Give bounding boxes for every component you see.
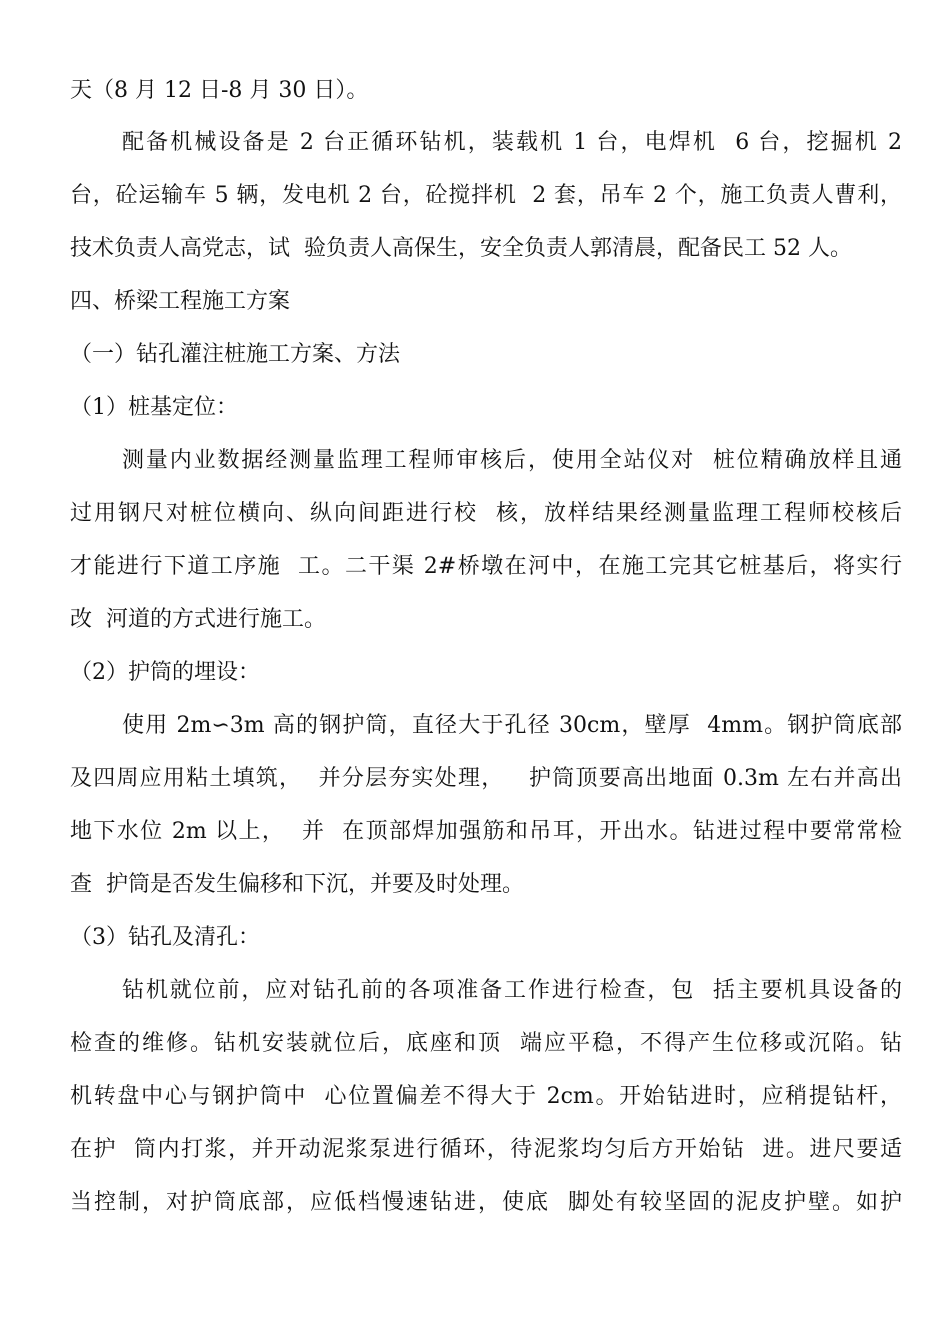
text-line: 才能进行下道工序施 工。二干渠 2#桥墩在河中，在施工完其它桩基后，将实行 <box>70 554 902 579</box>
subsection-heading: （一）钻孔灌注桩施工方案、方法 <box>70 342 401 367</box>
item-heading: （1）桩基定位： <box>70 395 238 420</box>
text-line: 及四周应用粘土填筑， 并分层夯实处理， 护筒顶要高出地面 0.3m 左右并高出 <box>70 766 902 791</box>
text-line: 技术负责人高党志，试 验负责人高保生，安全负责人郭清晨，配备民工 52 人。 <box>70 236 852 261</box>
text-line: 改 河道的方式进行施工。 <box>70 607 326 632</box>
text-line: 天（8 月 12 日-8 月 30 日）。 <box>70 78 369 103</box>
paragraph-first-line: 使用 2m∽3m 高的钢护筒，直径大于孔径 30cm，壁厚 4mm。钢护筒底部 <box>122 713 902 738</box>
text-line: 台，砼运输车 5 辆，发电机 2 台，砼搅拌机 2 套，吊车 2 个，施工负责人曹利， <box>70 183 902 208</box>
paragraph-first-line: 钻机就位前，应对钻孔前的各项准备工作进行检查，包 括主要机具设备的 <box>122 978 902 1003</box>
section-heading: 四、桥梁工程施工方案 <box>70 289 291 314</box>
text-line: 检查的维修。钻机安装就位后，底座和顶 端应平稳，不得产生位移或沉陷。钻 <box>70 1031 902 1056</box>
text-line: 当控制，对护筒底部，应低档慢速钻进，使底 脚处有较坚固的泥皮护壁。如护 <box>70 1190 902 1215</box>
item-heading: （3）钻孔及清孔： <box>70 925 260 950</box>
paragraph-first-line: 测量内业数据经测量监理工程师审核后，使用全站仪对 桩位精确放样且通 <box>122 448 902 473</box>
paragraph-first-line: 配备机械设备是 2 台正循环钻机，装载机 1 台，电焊机 6 台，挖掘机 2 <box>122 130 902 155</box>
text-line: 地下水位 2m 以上， 并 在顶部焊加强筋和吊耳，开出水。钻进过程中要常常检 <box>70 819 902 844</box>
text-line: 机转盘中心与钢护筒中 心位置偏差不得大于 2cm。开始钻进时，应稍提钻杆， <box>70 1084 902 1109</box>
text-line: 查 护筒是否发生偏移和下沉，并要及时处理。 <box>70 872 524 897</box>
item-heading: （2）护筒的埋设： <box>70 660 260 685</box>
text-line: 过用钢尺对桩位横向、纵向间距进行校 核，放样结果经测量监理工程师校核后 <box>70 501 902 526</box>
text-line: 在护 筒内打浆，并开动泥浆泵进行循环，待泥浆均匀后方开始钻 进。进尺要适 <box>70 1137 902 1162</box>
